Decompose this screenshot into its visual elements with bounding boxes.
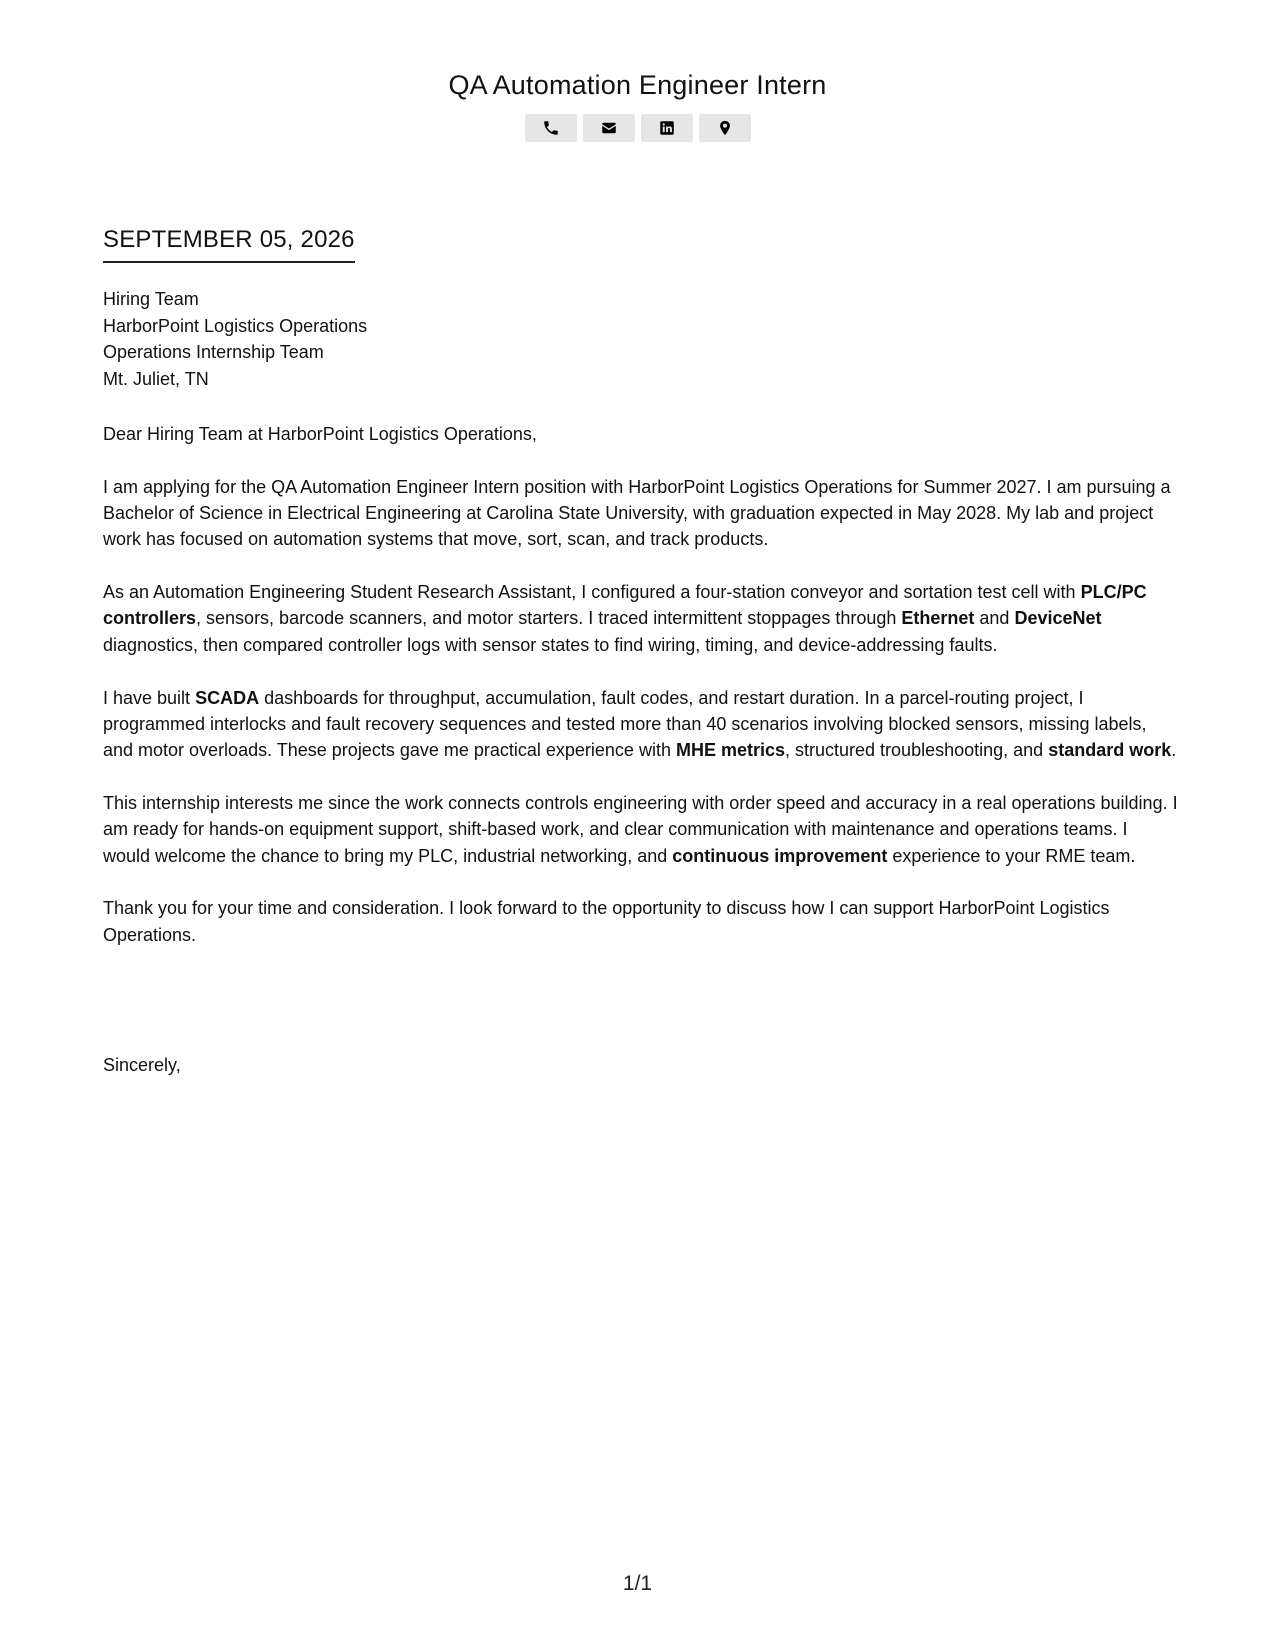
text-run: dashboards for throughput, accumulation, fault codes, and restart duration. In a parcel-routing project, I programmed interlocks and fault recovery sequences and tested more than 40 scenarios involving blocked sensors, missing labels, and motor overloads. These projects gave me practical experience with [103,687,1147,761]
text-run: This internship interests me since the work connects controls engineering with order speed and accuracy in a real operations building. I am ready for hands-on equipment support, shift-based work, and clear communication with maintenance and operations teams. I would welcome the chance to bring my PLC, industrial networking, and [103,792,1178,866]
paragraph-experience [103,579,1178,658]
email-chip[interactable] [583,114,635,142]
document-title: QA Automation Engineer Intern [448,70,827,100]
text-run: and [974,608,1015,629]
text-run: diagnostics, then compared controller logs with sensor states to find wiring, timing, and device-addressing faults. [103,634,998,655]
text-run: As an Automation Engineering Student Research Assistant, I configured a four-station conveyor and sortation test cell with [103,582,1081,603]
paragraph-interest [103,790,1178,869]
location-chip[interactable] [699,114,751,142]
paragraph-projects [103,685,1178,764]
recipient-block [103,286,367,392]
phone-chip[interactable] [525,114,577,142]
keyword: MHE metrics [675,740,786,761]
keyword: DeviceNet [1014,608,1102,629]
linkedin-chip[interactable] [641,114,693,142]
keyword: standard work [1048,740,1172,761]
linkedin-icon [658,119,676,137]
closing: Sincerely, [103,1055,181,1075]
text-run: , structured troubleshooting, and [785,740,1049,761]
letter-date: SEPTEMBER 05, 2026 [103,226,355,263]
email-icon [600,119,618,137]
page-number: 1/1 [622,1572,653,1595]
recipient-line: HarborPoint Logistics Operations [103,315,368,336]
recipient-line: Hiring Team [103,289,199,309]
text-run: experience to your RME team. [887,845,1136,866]
keyword: PLC/PC controllers [103,582,1147,629]
contact-icons-row [0,114,1275,142]
phone-icon [542,119,560,137]
paragraph-thanks: Thank you for your time and consideration. I look forward to the opportunity to discuss how I can support HarborPoint Logistics Operations. [103,898,1110,945]
location-icon [716,119,734,137]
keyword: continuous improvement [672,845,888,866]
keyword: SCADA [195,687,260,708]
recipient-line: Mt. Juliet, TN [103,368,209,389]
text-run: I have built [103,687,196,708]
text-run: , sensors, barcode scanners, and motor starters. I traced intermittent stoppages through [196,608,902,629]
salutation: Dear Hiring Team at HarborPoint Logistics Operations, [103,424,537,444]
text-run: . [1171,740,1177,761]
recipient-line: Operations Internship Team [103,342,324,362]
keyword: Ethernet [901,608,975,629]
letter-body [103,421,1178,974]
paragraph-intro: I am applying for the QA Automation Engineer Intern position with HarborPoint Logistics Operations for Summer 2027. I am pursuing a Bachelor of Science in Electrical Engineering at Carolina State University, with graduation expected in May 2028. My lab and project work has focused on automation systems that move, sort, scan, and track products. [103,476,1171,550]
